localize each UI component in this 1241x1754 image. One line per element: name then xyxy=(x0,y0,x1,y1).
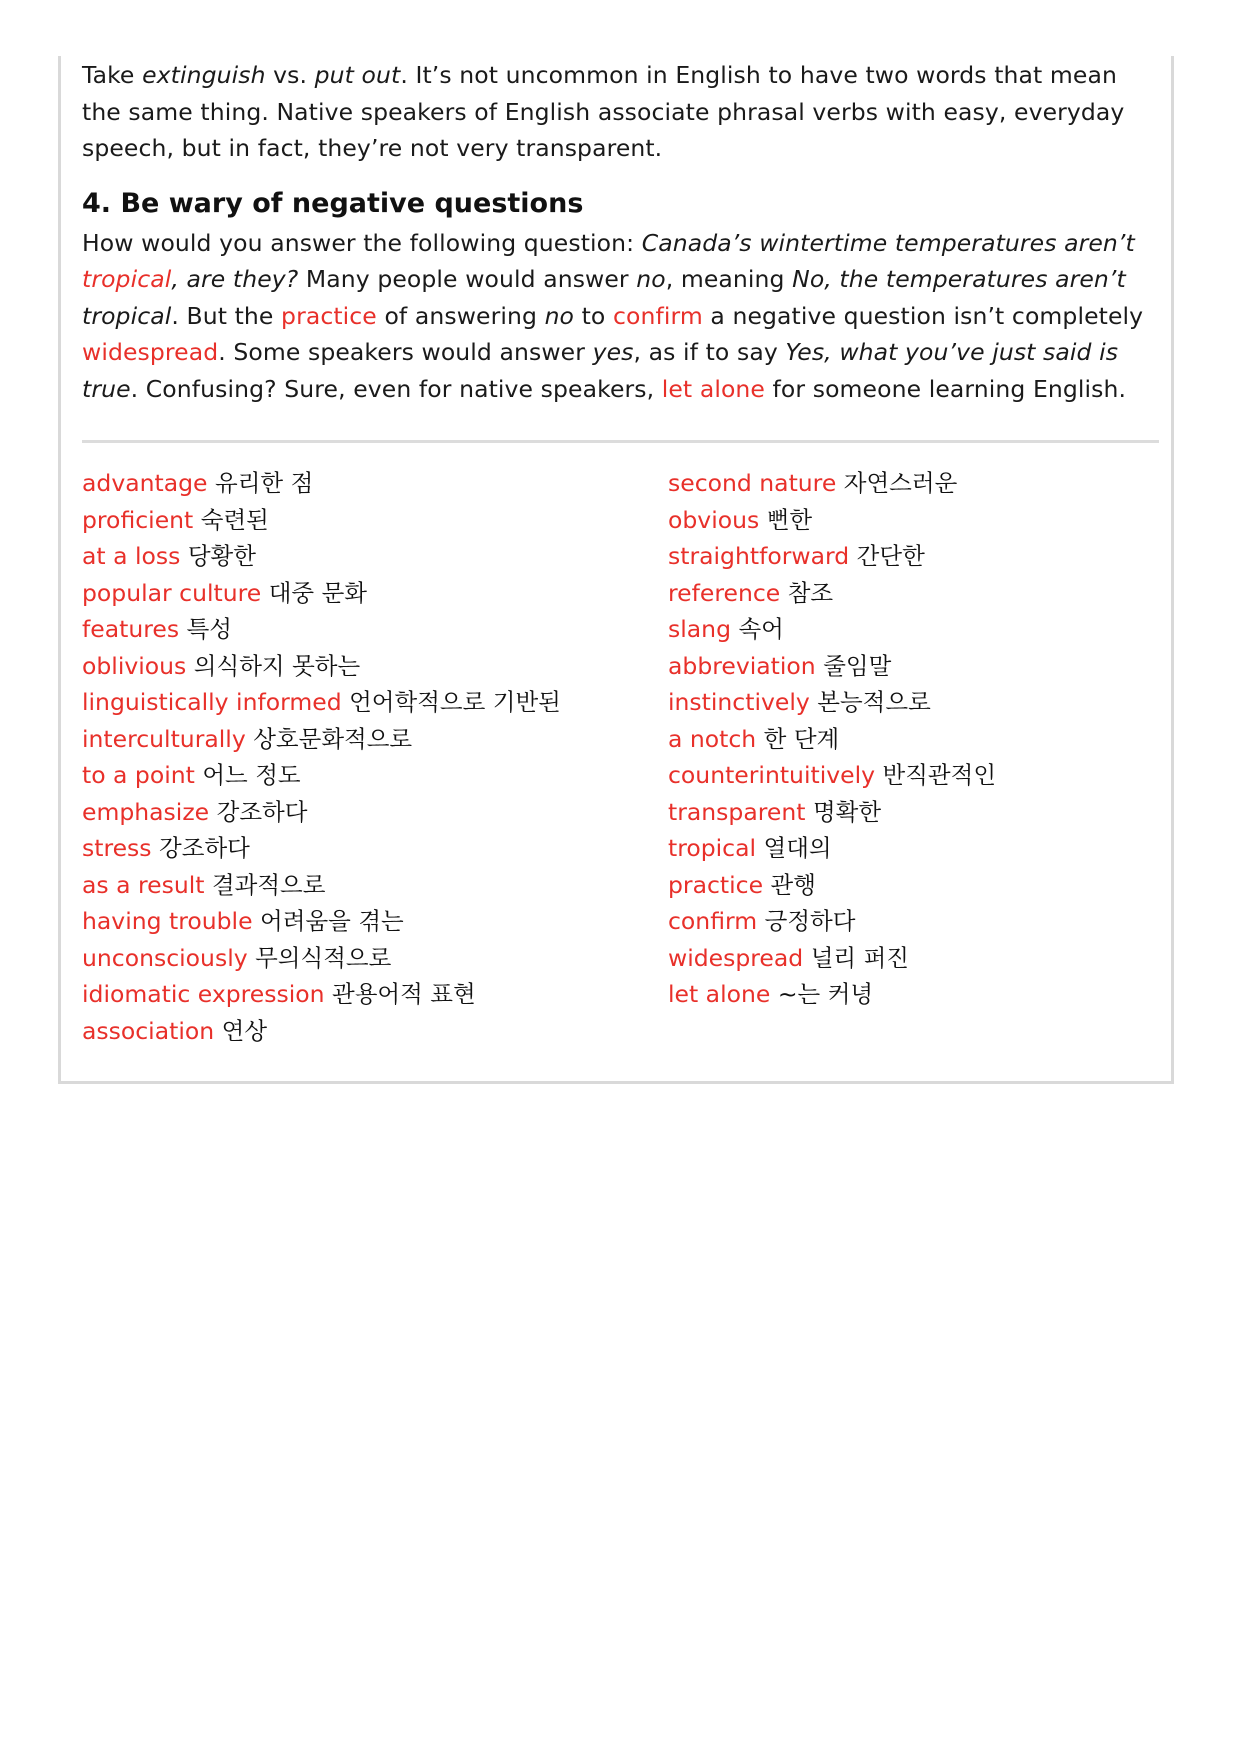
text: of answering xyxy=(376,301,545,330)
vocab-item xyxy=(668,830,996,867)
text: for someone learning English. xyxy=(764,374,1127,403)
text: , as if to say xyxy=(633,338,786,366)
vocab-korean: 유리한 점 xyxy=(215,469,314,497)
vocab-korean: 널리 퍼진 xyxy=(810,943,909,972)
vocab-item xyxy=(82,684,561,721)
vocab-english: interculturally xyxy=(82,724,246,753)
vocab-korean: 관용어적 표현 xyxy=(332,980,476,1008)
vocab-item xyxy=(82,976,561,1013)
vocab-item xyxy=(668,648,996,685)
vocab-korean: 당황한 xyxy=(187,542,256,570)
vocab-english: as a result xyxy=(82,870,205,899)
vocab-english: features xyxy=(82,615,180,643)
italic-term: put out xyxy=(314,61,401,89)
vocab-korean: ~는 커녕 xyxy=(777,980,874,1008)
vocab-korean: 간단한 xyxy=(856,542,925,570)
vocab-item xyxy=(668,903,996,940)
vocab-item xyxy=(82,830,561,867)
vocab-highlight: tropical xyxy=(82,265,172,293)
vocab-item xyxy=(82,538,561,575)
vocab-english: counterintuitively xyxy=(668,761,876,789)
vocab-english: linguistically informed xyxy=(82,688,342,716)
vocab-english: oblivious xyxy=(82,651,187,680)
vocab-korean: 의식하지 못하는 xyxy=(193,651,361,680)
vocab-item xyxy=(82,502,561,539)
vocab-korean: 특성 xyxy=(186,615,232,643)
vocab-english: practice xyxy=(668,870,764,899)
vocab-item xyxy=(668,538,996,575)
text: . It’s not uncommon in English to have two words that mean the same thing. Native speakers of English associate phrasal verbs with easy, everyday speech, but in fact, they’re not very transparent. xyxy=(82,61,1125,162)
vocab-item xyxy=(82,575,561,612)
vocab-korean: 속어 xyxy=(738,615,784,643)
section-heading: 4. Be wary of negative questions xyxy=(82,187,584,219)
vocab-english: slang xyxy=(668,615,731,643)
vocab-item xyxy=(668,867,996,904)
italic-phrase: Yes, what you’ve just said is true xyxy=(82,338,1119,403)
vocab-korean: 열대의 xyxy=(763,834,832,862)
vocab-item xyxy=(668,684,996,721)
vocab-english: idiomatic expression xyxy=(82,980,325,1008)
text: vs. xyxy=(265,61,315,89)
vocab-english: at a loss xyxy=(82,542,181,570)
section-divider xyxy=(82,440,1159,443)
vocab-highlight: widespread xyxy=(82,338,219,366)
text: Take xyxy=(82,61,143,89)
vocab-highlight: let alone xyxy=(661,374,765,403)
vocab-english: stress xyxy=(82,834,152,862)
vocab-english: abbreviation xyxy=(668,651,816,680)
vocab-english: advantage xyxy=(82,469,208,497)
vocab-item xyxy=(668,940,996,977)
vocab-highlight: confirm xyxy=(612,301,703,330)
text: to xyxy=(574,301,613,330)
vocab-english: reference xyxy=(668,578,781,607)
vocab-korean: 무의식적으로 xyxy=(255,943,392,972)
vocab-korean: 명확한 xyxy=(812,797,882,826)
vocab-item xyxy=(82,940,561,977)
vocab-korean: 참조 xyxy=(787,578,834,607)
vocab-korean: 어느 정도 xyxy=(202,761,301,789)
vocab-item xyxy=(82,903,561,940)
vocab-korean: 강조하다 xyxy=(216,797,308,826)
vocab-item xyxy=(668,611,996,648)
vocab-korean: 결과적으로 xyxy=(211,870,326,899)
vocab-korean: 연상 xyxy=(221,1016,268,1045)
vocab-english: obvious xyxy=(668,505,760,534)
vocab-item xyxy=(82,757,561,794)
italic-phrase: No, the temperatures aren’t tropical xyxy=(82,265,1126,330)
vocab-item xyxy=(668,976,996,1013)
vocab-english: proficient xyxy=(82,505,194,534)
vocab-english: popular culture xyxy=(82,578,262,607)
vocab-english: unconsciously xyxy=(82,943,248,972)
vocab-item xyxy=(82,648,561,685)
vocab-korean: 긍정하다 xyxy=(764,907,856,935)
vocabulary-column-right xyxy=(668,465,996,1013)
vocab-korean: 대중 문화 xyxy=(268,578,367,607)
vocab-item xyxy=(668,794,996,831)
text: . But the xyxy=(171,301,282,330)
vocab-korean: 관행 xyxy=(770,870,816,899)
vocab-english: having trouble xyxy=(82,907,253,935)
vocab-english: widespread xyxy=(668,943,804,972)
vocab-korean: 어려움을 겪는 xyxy=(260,907,404,935)
vocab-english: confirm xyxy=(668,907,758,935)
italic-word: no xyxy=(544,301,575,330)
vocab-korean: 상호문화적으로 xyxy=(253,724,413,753)
vocab-english: to a point xyxy=(82,761,195,789)
vocab-english: straightforward xyxy=(668,542,850,570)
vocabulary-list xyxy=(82,465,1162,1045)
italic-word: no xyxy=(636,265,666,293)
vocab-item xyxy=(82,794,561,831)
vocab-korean: 강조하다 xyxy=(159,834,250,862)
vocab-item xyxy=(82,465,561,502)
vocab-english: let alone xyxy=(668,980,771,1008)
vocab-korean: 반직관적인 xyxy=(882,761,997,789)
vocab-item xyxy=(82,611,561,648)
vocab-item xyxy=(668,465,996,502)
vocab-english: tropical xyxy=(668,834,757,862)
paragraph-negative-questions xyxy=(82,225,1162,408)
vocab-korean: 본능적으로 xyxy=(817,688,931,716)
vocab-english: a notch xyxy=(668,724,757,753)
text: How would you answer the following question: xyxy=(82,228,642,257)
vocab-english: transparent xyxy=(668,797,806,826)
text: . Confusing? Sure, even for native speakers, xyxy=(130,374,662,403)
vocabulary-column-left xyxy=(82,465,561,1049)
vocab-english: instinctively xyxy=(668,688,810,716)
text: . Some speakers would answer xyxy=(218,338,593,366)
italic-question: , are they? xyxy=(171,265,299,293)
vocab-korean: 뻔한 xyxy=(766,505,813,534)
vocab-item xyxy=(668,575,996,612)
article-panel xyxy=(58,56,1174,1084)
vocab-korean: 줄임말 xyxy=(823,651,892,680)
text: , meaning xyxy=(665,265,793,293)
vocab-english: second nature xyxy=(668,469,837,497)
italic-word: yes xyxy=(592,338,634,366)
vocab-english: association xyxy=(82,1016,215,1045)
text: a negative question isn’t completely xyxy=(702,301,1144,330)
vocab-item xyxy=(668,721,996,758)
vocab-korean: 자연스러운 xyxy=(843,469,958,497)
italic-term: extinguish xyxy=(142,61,266,89)
vocab-korean: 숙련된 xyxy=(200,505,269,534)
vocab-english: emphasize xyxy=(82,797,210,826)
vocab-item xyxy=(82,867,561,904)
vocab-highlight: practice xyxy=(281,301,377,330)
vocab-item xyxy=(668,757,996,794)
italic-question: Canada’s wintertime temperatures aren’t xyxy=(641,228,1135,257)
vocab-item xyxy=(82,1013,561,1050)
vocab-item xyxy=(668,502,996,539)
text: Many people would answer xyxy=(298,265,637,293)
vocab-korean: 한 단계 xyxy=(763,724,840,753)
vocab-korean: 언어학적으로 기반된 xyxy=(349,688,561,716)
paragraph-phrasal-verbs xyxy=(82,56,1162,167)
vocab-item xyxy=(82,721,561,758)
article-content xyxy=(82,56,1162,1045)
